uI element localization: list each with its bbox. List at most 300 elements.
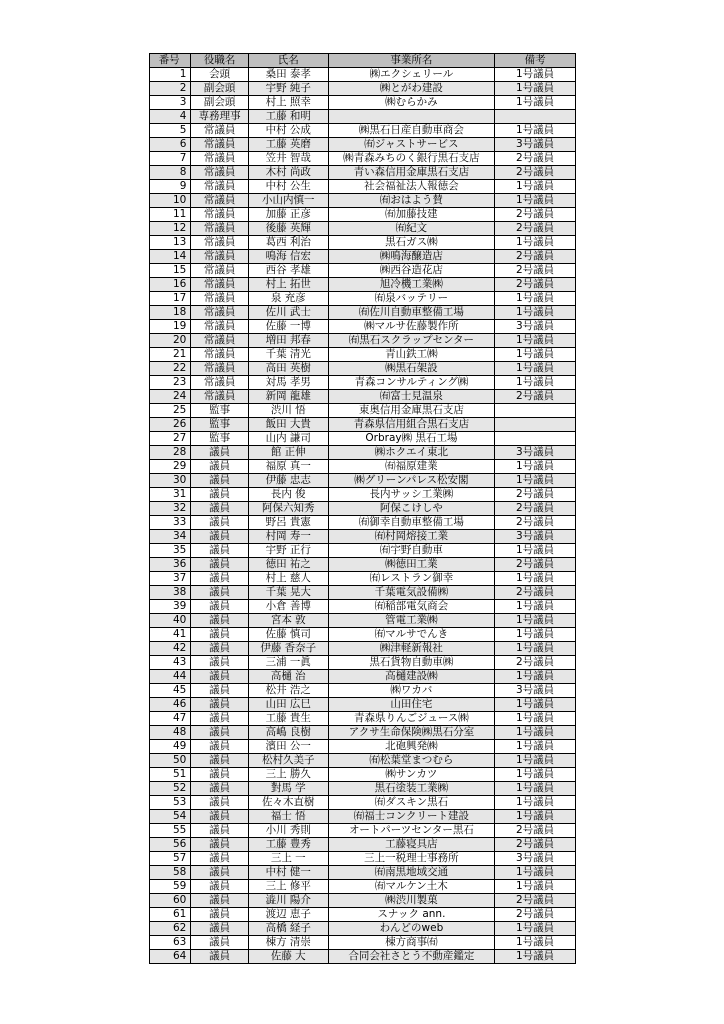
table-row xyxy=(150,516,576,530)
cell-name: 佐藤 一博 xyxy=(248,320,328,334)
cell-number: 26 xyxy=(150,418,191,432)
cell-name: 山田 広巳 xyxy=(248,698,328,712)
table-row xyxy=(150,530,576,544)
table-row xyxy=(150,838,576,852)
cell-office: ㈱ワカバ xyxy=(328,684,495,698)
cell-office: ㈱エクシェリール xyxy=(328,68,495,82)
cell-name: 木村 尚政 xyxy=(248,166,328,180)
cell-office: 青山鉄工㈱ xyxy=(328,348,495,362)
cell-name: 桑田 泰孝 xyxy=(248,68,328,82)
table-row xyxy=(150,628,576,642)
cell-office: わんどのweb xyxy=(328,922,495,936)
cell-name: 渋川 悟 xyxy=(248,404,328,418)
cell-name: 宇野 純子 xyxy=(248,82,328,96)
cell-role: 議員 xyxy=(191,488,249,502)
cell-role: 議員 xyxy=(191,824,249,838)
cell-role: 議員 xyxy=(191,600,249,614)
cell-name: 三上 修平 xyxy=(248,880,328,894)
cell-name: 高橋 経子 xyxy=(248,922,328,936)
cell-office: ㈲レストラン御幸 xyxy=(328,572,495,586)
cell-name: 澁川 陽介 xyxy=(248,894,328,908)
cell-office: ㈲村岡熔接工業 xyxy=(328,530,495,544)
cell-note: 1号議員 xyxy=(495,936,576,950)
table-row xyxy=(150,278,576,292)
cell-number: 56 xyxy=(150,838,191,852)
cell-name: 松村久美子 xyxy=(248,754,328,768)
cell-office: ㈲宇野自動車 xyxy=(328,544,495,558)
cell-number: 19 xyxy=(150,320,191,334)
header-name: 氏名 xyxy=(248,54,328,68)
cell-number: 64 xyxy=(150,950,191,964)
table-row xyxy=(150,782,576,796)
cell-number: 60 xyxy=(150,894,191,908)
cell-name: 渡辺 恵子 xyxy=(248,908,328,922)
cell-number: 18 xyxy=(150,306,191,320)
table-row xyxy=(150,488,576,502)
cell-number: 4 xyxy=(150,110,191,124)
cell-role: 常議員 xyxy=(191,208,249,222)
cell-name: 長内 俊 xyxy=(248,488,328,502)
table-row xyxy=(150,194,576,208)
cell-office: 青森コンサルティング㈱ xyxy=(328,376,495,390)
cell-number: 58 xyxy=(150,866,191,880)
cell-note: 1号議員 xyxy=(495,376,576,390)
cell-office: オートパーツセンター黒石 xyxy=(328,824,495,838)
cell-number: 61 xyxy=(150,908,191,922)
cell-office: ㈱ホクエイ東北 xyxy=(328,446,495,460)
cell-note: 1号議員 xyxy=(495,712,576,726)
cell-note xyxy=(495,110,576,124)
cell-role: 議員 xyxy=(191,516,249,530)
cell-role: 常議員 xyxy=(191,320,249,334)
table-row xyxy=(150,404,576,418)
cell-number: 22 xyxy=(150,362,191,376)
cell-name: 対馬 孝男 xyxy=(248,376,328,390)
cell-note: 2号議員 xyxy=(495,208,576,222)
table-row xyxy=(150,936,576,950)
cell-number: 8 xyxy=(150,166,191,180)
cell-note: 1号議員 xyxy=(495,670,576,684)
table-row xyxy=(150,110,576,124)
cell-name: 西谷 孝雄 xyxy=(248,264,328,278)
cell-number: 27 xyxy=(150,432,191,446)
cell-role: 議員 xyxy=(191,726,249,740)
cell-note: 2号議員 xyxy=(495,838,576,852)
cell-number: 62 xyxy=(150,922,191,936)
cell-name: 三上 勝久 xyxy=(248,768,328,782)
cell-name: 福原 真一 xyxy=(248,460,328,474)
cell-number: 63 xyxy=(150,936,191,950)
cell-role: 議員 xyxy=(191,880,249,894)
table-header xyxy=(150,54,576,68)
cell-role: 議員 xyxy=(191,642,249,656)
table-row xyxy=(150,138,576,152)
cell-note: 1号議員 xyxy=(495,180,576,194)
cell-name: 阿保六知秀 xyxy=(248,502,328,516)
cell-office: ㈱とがわ建設 xyxy=(328,82,495,96)
cell-name: 三浦 一眞 xyxy=(248,656,328,670)
cell-role: 監事 xyxy=(191,418,249,432)
cell-number: 51 xyxy=(150,768,191,782)
cell-note: 1号議員 xyxy=(495,740,576,754)
table-row xyxy=(150,880,576,894)
cell-role: 議員 xyxy=(191,866,249,880)
cell-name: 新岡 龍雄 xyxy=(248,390,328,404)
cell-name: 徳田 祐之 xyxy=(248,558,328,572)
cell-role: 議員 xyxy=(191,810,249,824)
cell-role: 常議員 xyxy=(191,194,249,208)
cell-name: 高樋 治 xyxy=(248,670,328,684)
table-row xyxy=(150,796,576,810)
cell-note: 2号議員 xyxy=(495,824,576,838)
table-row xyxy=(150,152,576,166)
table-row xyxy=(150,824,576,838)
cell-note: 1号議員 xyxy=(495,600,576,614)
table-row xyxy=(150,502,576,516)
cell-office: ㈲ダスキン黒石 xyxy=(328,796,495,810)
cell-name: 小山内慎一 xyxy=(248,194,328,208)
cell-role: 議員 xyxy=(191,894,249,908)
table-row xyxy=(150,600,576,614)
cell-office: ㈱サンカツ xyxy=(328,768,495,782)
cell-name: 三上 一 xyxy=(248,852,328,866)
cell-note: 1号議員 xyxy=(495,544,576,558)
cell-office: 東奥信用金庫黒石支店 xyxy=(328,404,495,418)
cell-office: ㈲佐川自動車整備工場 xyxy=(328,306,495,320)
cell-role: 常議員 xyxy=(191,306,249,320)
cell-office: ㈲福原建業 xyxy=(328,460,495,474)
table-row xyxy=(150,334,576,348)
table-row xyxy=(150,544,576,558)
cell-name: 工藤 豊秀 xyxy=(248,838,328,852)
cell-note: 2号議員 xyxy=(495,488,576,502)
table-body xyxy=(150,68,576,964)
cell-note: 1号議員 xyxy=(495,768,576,782)
cell-role: 常議員 xyxy=(191,362,249,376)
cell-note: 1号議員 xyxy=(495,194,576,208)
cell-note: 1号議員 xyxy=(495,642,576,656)
cell-number: 25 xyxy=(150,404,191,418)
cell-office: 山田住宅 xyxy=(328,698,495,712)
cell-name: 中村 公生 xyxy=(248,180,328,194)
table-row xyxy=(150,124,576,138)
cell-name: 中村 健一 xyxy=(248,866,328,880)
cell-office: 千葉電気設備㈱ xyxy=(328,586,495,600)
table-row xyxy=(150,656,576,670)
cell-number: 15 xyxy=(150,264,191,278)
table-row xyxy=(150,740,576,754)
cell-name: 福士 悟 xyxy=(248,810,328,824)
cell-note: 2号議員 xyxy=(495,894,576,908)
cell-role: 議員 xyxy=(191,838,249,852)
cell-office: ㈲加藤技建 xyxy=(328,208,495,222)
cell-role: 監事 xyxy=(191,404,249,418)
cell-role: 議員 xyxy=(191,474,249,488)
cell-number: 28 xyxy=(150,446,191,460)
cell-role: 常議員 xyxy=(191,334,249,348)
cell-office: ㈲紀文 xyxy=(328,222,495,236)
cell-office: 工藤寝具店 xyxy=(328,838,495,852)
cell-number: 48 xyxy=(150,726,191,740)
cell-note: 2号議員 xyxy=(495,278,576,292)
cell-number: 57 xyxy=(150,852,191,866)
cell-office: 棟方商事㈲ xyxy=(328,936,495,950)
cell-number: 32 xyxy=(150,502,191,516)
cell-number: 3 xyxy=(150,96,191,110)
cell-number: 13 xyxy=(150,236,191,250)
cell-role: 常議員 xyxy=(191,250,249,264)
cell-note: 2号議員 xyxy=(495,586,576,600)
cell-name: 増田 邦春 xyxy=(248,334,328,348)
cell-office: 青森県信用組合黒石支店 xyxy=(328,418,495,432)
table-row xyxy=(150,432,576,446)
cell-name: 小川 秀則 xyxy=(248,824,328,838)
cell-office: 旭冷機工業㈱ xyxy=(328,278,495,292)
cell-name: 中村 公成 xyxy=(248,124,328,138)
cell-number: 44 xyxy=(150,670,191,684)
cell-role: 議員 xyxy=(191,586,249,600)
table-row xyxy=(150,446,576,460)
cell-number: 37 xyxy=(150,572,191,586)
table-row xyxy=(150,68,576,82)
header-number: 番号 xyxy=(150,54,191,68)
cell-name: 野呂 貴憲 xyxy=(248,516,328,530)
cell-note: 2号議員 xyxy=(495,502,576,516)
cell-number: 45 xyxy=(150,684,191,698)
cell-role: 議員 xyxy=(191,698,249,712)
cell-name: 加藤 正彦 xyxy=(248,208,328,222)
cell-office: ㈲松葉堂まつむら xyxy=(328,754,495,768)
cell-office: ㈲御幸自動車整備工場 xyxy=(328,516,495,530)
table-row xyxy=(150,684,576,698)
cell-note: 1号議員 xyxy=(495,334,576,348)
cell-note: 1号議員 xyxy=(495,82,576,96)
cell-role: 常議員 xyxy=(191,236,249,250)
cell-note: 1号議員 xyxy=(495,880,576,894)
cell-role: 常議員 xyxy=(191,390,249,404)
cell-note: 3号議員 xyxy=(495,446,576,460)
cell-role: 会頭 xyxy=(191,68,249,82)
cell-number: 6 xyxy=(150,138,191,152)
cell-office: ㈲南黒地域交通 xyxy=(328,866,495,880)
cell-note: 2号議員 xyxy=(495,908,576,922)
cell-role: 議員 xyxy=(191,936,249,950)
cell-note: 1号議員 xyxy=(495,950,576,964)
cell-note: 1号議員 xyxy=(495,754,576,768)
cell-office: 黒石貨物自動車㈱ xyxy=(328,656,495,670)
cell-name: 村上 照幸 xyxy=(248,96,328,110)
cell-number: 33 xyxy=(150,516,191,530)
cell-name: 泉 充彦 xyxy=(248,292,328,306)
cell-office: 北砲興発㈱ xyxy=(328,740,495,754)
cell-role: 監事 xyxy=(191,432,249,446)
table-row xyxy=(150,166,576,180)
cell-name: 工藤 貴生 xyxy=(248,712,328,726)
cell-role: 常議員 xyxy=(191,166,249,180)
cell-note: 1号議員 xyxy=(495,614,576,628)
cell-name: 高田 英樹 xyxy=(248,362,328,376)
table-row xyxy=(150,698,576,712)
cell-note: 1号議員 xyxy=(495,866,576,880)
cell-office: 黒石塗装工業㈱ xyxy=(328,782,495,796)
cell-office: ㈱グリーンパレス松安閣 xyxy=(328,474,495,488)
cell-note xyxy=(495,404,576,418)
cell-office: ㈱マルサ佐藤製作所 xyxy=(328,320,495,334)
cell-role: 議員 xyxy=(191,684,249,698)
cell-note: 3号議員 xyxy=(495,852,576,866)
cell-note: 2号議員 xyxy=(495,264,576,278)
cell-note: 1号議員 xyxy=(495,572,576,586)
cell-office: 合同会社さとう不動産鑑定 xyxy=(328,950,495,964)
table-row xyxy=(150,810,576,824)
table-row xyxy=(150,726,576,740)
cell-office: 黒石ガス㈱ xyxy=(328,236,495,250)
cell-office: ㈲おはよう賛 xyxy=(328,194,495,208)
cell-role: 議員 xyxy=(191,628,249,642)
cell-name: 飯田 大貴 xyxy=(248,418,328,432)
cell-office: ㈲福士コンクリート建設 xyxy=(328,810,495,824)
cell-note: 1号議員 xyxy=(495,726,576,740)
cell-note: 1号議員 xyxy=(495,96,576,110)
cell-office: Orbray㈱ 黒石工場 xyxy=(328,432,495,446)
cell-note: 2号議員 xyxy=(495,222,576,236)
cell-number: 9 xyxy=(150,180,191,194)
table-row xyxy=(150,614,576,628)
cell-office: ㈲富士見温泉 xyxy=(328,390,495,404)
cell-role: 議員 xyxy=(191,544,249,558)
cell-role: 議員 xyxy=(191,670,249,684)
table-row xyxy=(150,376,576,390)
cell-role: 副会頭 xyxy=(191,96,249,110)
cell-office: スナック ann. xyxy=(328,908,495,922)
cell-role: 議員 xyxy=(191,572,249,586)
cell-office: ㈱津軽新報社 xyxy=(328,642,495,656)
cell-number: 54 xyxy=(150,810,191,824)
table-row xyxy=(150,852,576,866)
cell-name: 鳴海 信宏 xyxy=(248,250,328,264)
cell-note: 1号議員 xyxy=(495,698,576,712)
header-row xyxy=(150,54,576,68)
table-row xyxy=(150,348,576,362)
cell-note: 1号議員 xyxy=(495,782,576,796)
cell-name: 松井 浩之 xyxy=(248,684,328,698)
table-row xyxy=(150,950,576,964)
header-office: 事業所名 xyxy=(328,54,495,68)
cell-number: 24 xyxy=(150,390,191,404)
cell-number: 34 xyxy=(150,530,191,544)
cell-name: 棟方 清崇 xyxy=(248,936,328,950)
cell-number: 17 xyxy=(150,292,191,306)
cell-name: 濱田 公一 xyxy=(248,740,328,754)
cell-number: 46 xyxy=(150,698,191,712)
cell-number: 38 xyxy=(150,586,191,600)
cell-office: ㈲稲部電気商会 xyxy=(328,600,495,614)
cell-number: 53 xyxy=(150,796,191,810)
cell-office xyxy=(328,110,495,124)
cell-role: 常議員 xyxy=(191,278,249,292)
cell-role: 常議員 xyxy=(191,180,249,194)
table-row xyxy=(150,390,576,404)
cell-office: アクサ生命保険㈱黒石分室 xyxy=(328,726,495,740)
cell-number: 16 xyxy=(150,278,191,292)
table-row xyxy=(150,180,576,194)
cell-note: 1号議員 xyxy=(495,474,576,488)
cell-number: 11 xyxy=(150,208,191,222)
cell-role: 常議員 xyxy=(191,138,249,152)
cell-note: 1号議員 xyxy=(495,292,576,306)
cell-number: 36 xyxy=(150,558,191,572)
cell-office: 三上一税理士事務所 xyxy=(328,852,495,866)
cell-role: 副会頭 xyxy=(191,82,249,96)
cell-office: 高樋建設㈱ xyxy=(328,670,495,684)
cell-name: 宇野 正行 xyxy=(248,544,328,558)
cell-office: 阿保こけしや xyxy=(328,502,495,516)
table-row xyxy=(150,922,576,936)
table-row xyxy=(150,572,576,586)
table-row xyxy=(150,320,576,334)
cell-role: 議員 xyxy=(191,656,249,670)
cell-role: 議員 xyxy=(191,922,249,936)
cell-name: 伊藤 香奈子 xyxy=(248,642,328,656)
table-row xyxy=(150,866,576,880)
cell-number: 29 xyxy=(150,460,191,474)
cell-role: 議員 xyxy=(191,460,249,474)
table-row xyxy=(150,82,576,96)
cell-role: 議員 xyxy=(191,740,249,754)
cell-role: 議員 xyxy=(191,530,249,544)
cell-note: 2号議員 xyxy=(495,152,576,166)
cell-number: 50 xyxy=(150,754,191,768)
table-row xyxy=(150,250,576,264)
cell-role: 議員 xyxy=(191,768,249,782)
cell-name: 後藤 英輝 xyxy=(248,222,328,236)
cell-note: 3号議員 xyxy=(495,320,576,334)
cell-name: 笠井 智哉 xyxy=(248,152,328,166)
cell-name: 佐藤 慎司 xyxy=(248,628,328,642)
cell-note: 3号議員 xyxy=(495,530,576,544)
cell-office: ㈱青森みちのく銀行黒石支店 xyxy=(328,152,495,166)
cell-note: 1号議員 xyxy=(495,306,576,320)
table-row xyxy=(150,474,576,488)
table-row xyxy=(150,908,576,922)
cell-role: 常議員 xyxy=(191,264,249,278)
cell-role: 議員 xyxy=(191,852,249,866)
cell-role: 議員 xyxy=(191,712,249,726)
cell-number: 14 xyxy=(150,250,191,264)
cell-note: 3号議員 xyxy=(495,138,576,152)
cell-office: ㈱黒石日産自動車商会 xyxy=(328,124,495,138)
cell-office: ㈱徳田工業 xyxy=(328,558,495,572)
cell-name: 工藤 和明 xyxy=(248,110,328,124)
cell-note: 1号議員 xyxy=(495,628,576,642)
cell-name: 山内 謙司 xyxy=(248,432,328,446)
cell-number: 30 xyxy=(150,474,191,488)
table-row xyxy=(150,222,576,236)
cell-note: 1号議員 xyxy=(495,460,576,474)
cell-role: 議員 xyxy=(191,908,249,922)
cell-role: 専務理事 xyxy=(191,110,249,124)
cell-office: 青森県りんごジュース㈱ xyxy=(328,712,495,726)
cell-role: 常議員 xyxy=(191,124,249,138)
table-row xyxy=(150,586,576,600)
table-row xyxy=(150,642,576,656)
cell-office: 青い森信用金庫黒石支店 xyxy=(328,166,495,180)
table-row xyxy=(150,418,576,432)
table-row xyxy=(150,712,576,726)
table-row xyxy=(150,292,576,306)
cell-number: 31 xyxy=(150,488,191,502)
cell-office: ㈲マルサでんき xyxy=(328,628,495,642)
